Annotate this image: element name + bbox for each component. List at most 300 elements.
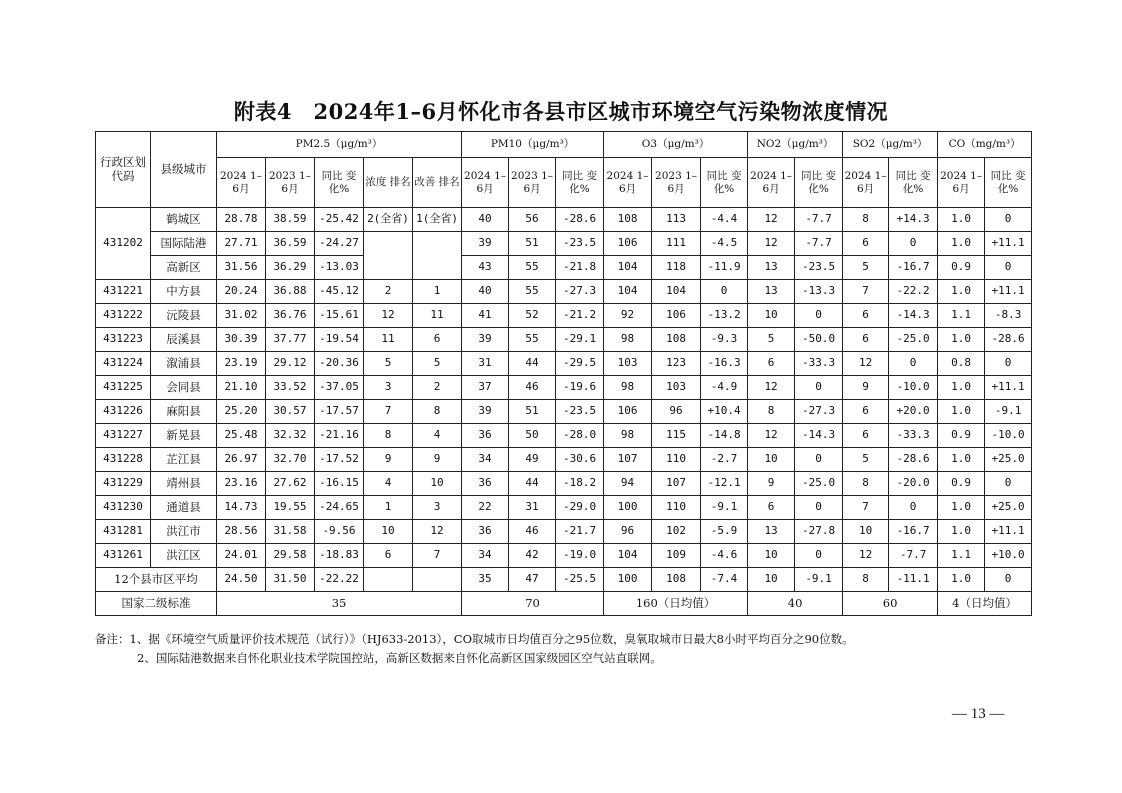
table-row — [96, 280, 1032, 304]
cell-o3-2024: 108 — [604, 208, 652, 232]
cell-o3-2024: 107 — [604, 448, 652, 472]
avg-no2-2024: 10 — [748, 568, 795, 592]
cell-pm10-yoy: -19.0 — [556, 544, 604, 568]
cell-no2-yoy: -27.8 — [795, 520, 843, 544]
cell-pm10-yoy: -29.0 — [556, 496, 604, 520]
cell-no2-2024: 10 — [748, 304, 795, 328]
cell-impr-rank: 1(全省) — [413, 208, 462, 232]
cell-no2-2024: 6 — [748, 496, 795, 520]
subheader-y2024: 2024 1–6月 — [843, 158, 889, 208]
cell-no2-yoy: -7.7 — [795, 208, 843, 232]
cell-o3-yoy: -4.5 — [701, 232, 748, 256]
table-row — [96, 256, 1032, 280]
avg-co-2024: 1.0 — [938, 568, 985, 592]
cell-no2-yoy: -14.3 — [795, 424, 843, 448]
cell-no2-yoy: 0 — [795, 496, 843, 520]
cell-pm25-2024: 25.48 — [217, 424, 266, 448]
cell-so2-yoy: -16.7 — [889, 256, 938, 280]
cell-pm25-yoy: -13.03 — [315, 256, 364, 280]
avg-pm10-yoy: -25.5 — [556, 568, 604, 592]
header-so2: SO2（μg/m³） — [843, 132, 938, 158]
cell-o3-yoy: -16.3 — [701, 352, 748, 376]
cell-o3-yoy: -2.7 — [701, 448, 748, 472]
cell-pm10-yoy: -21.2 — [556, 304, 604, 328]
cell-o3-2023: 110 — [652, 448, 701, 472]
cell-conc-rank: 2 — [364, 280, 413, 304]
row-county: 新晃县 — [151, 424, 217, 448]
cell-so2-2024: 5 — [843, 256, 889, 280]
cell-o3-2023: 96 — [652, 400, 701, 424]
cell-pm10-2024: 39 — [462, 328, 509, 352]
cell-o3-2024: 104 — [604, 256, 652, 280]
row-county: 沅陵县 — [151, 304, 217, 328]
cell-o3-2024: 98 — [604, 376, 652, 400]
cell-pm10-2024: 37 — [462, 376, 509, 400]
avg-conc-rank — [364, 568, 413, 592]
row-code: 431227 — [96, 424, 151, 448]
header-admin-code: 行政区划代码 — [96, 132, 151, 208]
cell-o3-yoy: +10.4 — [701, 400, 748, 424]
cell-pm10-yoy: -21.8 — [556, 256, 604, 280]
row-code: 431230 — [96, 496, 151, 520]
standard-pm10: 70 — [462, 592, 604, 616]
avg-so2-2024: 8 — [843, 568, 889, 592]
cell-no2-2024: 10 — [748, 448, 795, 472]
row-county: 溆浦县 — [151, 352, 217, 376]
cell-pm25-2023: 38.59 — [266, 208, 315, 232]
avg-impr-rank — [413, 568, 462, 592]
table-row — [96, 208, 1032, 232]
row-code: 431261 — [96, 544, 151, 568]
cell-no2-2024: 13 — [748, 280, 795, 304]
cell-o3-2023: 123 — [652, 352, 701, 376]
cell-so2-yoy: -14.3 — [889, 304, 938, 328]
cell-o3-2024: 103 — [604, 352, 652, 376]
avg-pm25-2023: 31.50 — [266, 568, 315, 592]
avg-so2-yoy: -11.1 — [889, 568, 938, 592]
cell-pm25-2023: 31.58 — [266, 520, 315, 544]
subheader-y2024: 2024 1–6月 — [748, 158, 795, 208]
standard-label: 国家二级标准 — [96, 592, 217, 616]
table-row — [96, 304, 1032, 328]
avg-o3-yoy: -7.4 — [701, 568, 748, 592]
cell-pm25-yoy: -16.15 — [315, 472, 364, 496]
note-1: 备注：1、据《环境空气质量评价技术规范（试行）》（HJ633-2013），CO取城市日均值百分之95位数，臭氧取城市日最大8小时平均百分之90位数。 — [95, 632, 854, 646]
cell-pm10-2023: 55 — [509, 328, 556, 352]
cell-o3-2023: 103 — [652, 376, 701, 400]
table-row — [96, 544, 1032, 568]
cell-o3-yoy: 0 — [701, 280, 748, 304]
cell-pm25-yoy: -24.27 — [315, 232, 364, 256]
cell-no2-2024: 8 — [748, 400, 795, 424]
cell-pm10-2023: 49 — [509, 448, 556, 472]
cell-o3-2024: 96 — [604, 520, 652, 544]
standard-so2: 60 — [843, 592, 938, 616]
table-row — [96, 400, 1032, 424]
cell-no2-yoy: 0 — [795, 448, 843, 472]
cell-so2-2024: 9 — [843, 376, 889, 400]
cell-no2-yoy: -13.3 — [795, 280, 843, 304]
cell-co-yoy: +10.0 — [985, 544, 1032, 568]
cell-no2-2024: 12 — [748, 232, 795, 256]
cell-so2-2024: 10 — [843, 520, 889, 544]
cell-pm10-2023: 55 — [509, 256, 556, 280]
cell-o3-2023: 115 — [652, 424, 701, 448]
cell-conc-rank: 5 — [364, 352, 413, 376]
note-2: 2、国际陆港数据来自怀化职业技术学院国控站，高新区数据来自怀化高新区国家级园区空气站直联网。 — [137, 651, 662, 665]
cell-co-2024: 1.1 — [938, 304, 985, 328]
row-county: 通道县 — [151, 496, 217, 520]
cell-so2-2024: 6 — [843, 424, 889, 448]
cell-co-2024: 1.0 — [938, 520, 985, 544]
cell-pm10-2024: 34 — [462, 544, 509, 568]
cell-co-2024: 0.8 — [938, 352, 985, 376]
cell-pm25-2023: 36.29 — [266, 256, 315, 280]
cell-pm25-2024: 31.02 — [217, 304, 266, 328]
cell-pm25-2024: 23.16 — [217, 472, 266, 496]
cell-pm10-yoy: -29.5 — [556, 352, 604, 376]
cell-pm10-2024: 22 — [462, 496, 509, 520]
cell-pm25-yoy: -19.54 — [315, 328, 364, 352]
subheader-y2024: 2024 1–6月 — [217, 158, 266, 208]
avg-pm10-2023: 47 — [509, 568, 556, 592]
subheader-y2024: 2024 1–6月 — [604, 158, 652, 208]
row-code: 431229 — [96, 472, 151, 496]
cell-o3-yoy: -13.2 — [701, 304, 748, 328]
cell-conc-rank: 12 — [364, 304, 413, 328]
row-code: 431226 — [96, 400, 151, 424]
cell-co-yoy: +11.1 — [985, 520, 1032, 544]
cell-pm25-2024: 20.24 — [217, 280, 266, 304]
avg-pm25-2024: 24.50 — [217, 568, 266, 592]
cell-so2-2024: 6 — [843, 304, 889, 328]
cell-o3-yoy: -12.1 — [701, 472, 748, 496]
cell-o3-2024: 104 — [604, 280, 652, 304]
cell-no2-yoy: -50.0 — [795, 328, 843, 352]
cell-pm25-2024: 28.56 — [217, 520, 266, 544]
subheader-yoy: 同比 变化% — [701, 158, 748, 208]
table-row — [96, 232, 1032, 256]
cell-no2-yoy: -7.7 — [795, 232, 843, 256]
header-county: 县级城市 — [151, 132, 217, 208]
cell-so2-2024: 7 — [843, 280, 889, 304]
avg-o3-2024: 100 — [604, 568, 652, 592]
subheader-y2023: 2023 1–6月 — [652, 158, 701, 208]
cell-o3-2023: 113 — [652, 208, 701, 232]
cell-pm25-yoy: -17.57 — [315, 400, 364, 424]
subheader-impr_rank: 改善 排名 — [413, 158, 462, 208]
cell-no2-yoy: -23.5 — [795, 256, 843, 280]
cell-pm25-2023: 36.88 — [266, 280, 315, 304]
cell-o3-2024: 98 — [604, 328, 652, 352]
cell-so2-2024: 7 — [843, 496, 889, 520]
cell-o3-2023: 104 — [652, 280, 701, 304]
cell-pm10-yoy: -21.7 — [556, 520, 604, 544]
cell-pm10-2023: 52 — [509, 304, 556, 328]
cell-o3-yoy: -14.8 — [701, 424, 748, 448]
cell-pm10-yoy: -23.5 — [556, 400, 604, 424]
cell-conc-rank: 9 — [364, 448, 413, 472]
cell-pm25-2024: 24.01 — [217, 544, 266, 568]
cell-no2-yoy: 0 — [795, 304, 843, 328]
cell-no2-yoy: -27.3 — [795, 400, 843, 424]
cell-pm25-yoy: -9.56 — [315, 520, 364, 544]
cell-o3-2023: 108 — [652, 328, 701, 352]
cell-conc-rank: 8 — [364, 424, 413, 448]
row-county: 洪江市 — [151, 520, 217, 544]
cell-pm25-2024: 21.10 — [217, 376, 266, 400]
cell-so2-yoy: -33.3 — [889, 424, 938, 448]
subheader-y2023: 2023 1–6月 — [509, 158, 556, 208]
cell-pm10-yoy: -27.3 — [556, 280, 604, 304]
cell-co-2024: 0.9 — [938, 424, 985, 448]
cell-pm25-2024: 27.71 — [217, 232, 266, 256]
cell-impr-rank: 5 — [413, 352, 462, 376]
cell-no2-2024: 12 — [748, 376, 795, 400]
header-pm25: PM2.5（μg/m³） — [217, 132, 462, 158]
cell-pm25-2023: 33.52 — [266, 376, 315, 400]
cell-pm10-2024: 40 — [462, 280, 509, 304]
cell-impr-rank: 9 — [413, 448, 462, 472]
cell-pm10-2023: 50 — [509, 424, 556, 448]
cell-pm10-2023: 46 — [509, 376, 556, 400]
subheader-y2024: 2024 1–6月 — [462, 158, 509, 208]
table-row — [96, 328, 1032, 352]
cell-pm25-yoy: -25.42 — [315, 208, 364, 232]
cell-pm25-2023: 32.70 — [266, 448, 315, 472]
cell-o3-2024: 94 — [604, 472, 652, 496]
cell-co-yoy: +11.1 — [985, 232, 1032, 256]
cell-no2-2024: 12 — [748, 208, 795, 232]
cell-o3-2023: 118 — [652, 256, 701, 280]
cell-no2-2024: 6 — [748, 352, 795, 376]
cell-conc-rank: 1 — [364, 496, 413, 520]
cell-pm10-yoy: -28.6 — [556, 208, 604, 232]
cell-pm10-2024: 43 — [462, 256, 509, 280]
air-quality-table — [95, 131, 1032, 616]
cell-o3-2024: 92 — [604, 304, 652, 328]
cell-o3-2024: 106 — [604, 400, 652, 424]
row-code: 431202 — [96, 208, 151, 280]
cell-impr-rank: 7 — [413, 544, 462, 568]
avg-pm25-yoy: -22.22 — [315, 568, 364, 592]
cell-pm10-2024: 39 — [462, 400, 509, 424]
cell-pm10-2024: 40 — [462, 208, 509, 232]
cell-co-yoy: +25.0 — [985, 448, 1032, 472]
cell-no2-yoy: -25.0 — [795, 472, 843, 496]
cell-pm25-2023: 32.32 — [266, 424, 315, 448]
cell-pm25-2024: 31.56 — [217, 256, 266, 280]
cell-co-2024: 1.0 — [938, 328, 985, 352]
page-number: — 13 — — [952, 706, 1005, 722]
cell-impr-rank: 8 — [413, 400, 462, 424]
cell-co-yoy: 0 — [985, 352, 1032, 376]
cell-o3-yoy: -11.9 — [701, 256, 748, 280]
cell-so2-yoy: -10.0 — [889, 376, 938, 400]
page-title: 附表4 2024年1–6月怀化市各县市区城市环境空气污染物浓度情况 — [233, 99, 889, 124]
header-o3: O3（μg/m³） — [604, 132, 748, 158]
table-row — [96, 424, 1032, 448]
cell-pm10-2024: 36 — [462, 520, 509, 544]
cell-so2-yoy: 0 — [889, 352, 938, 376]
cell-o3-2023: 102 — [652, 520, 701, 544]
header-no2: NO2（μg/m³） — [748, 132, 843, 158]
row-code: 431281 — [96, 520, 151, 544]
cell-pm25-2024: 14.73 — [217, 496, 266, 520]
table-row — [96, 496, 1032, 520]
cell-pm25-2024: 30.39 — [217, 328, 266, 352]
cell-co-2024: 1.0 — [938, 208, 985, 232]
cell-o3-2024: 100 — [604, 496, 652, 520]
standard-row — [96, 592, 1032, 616]
table-row — [96, 352, 1032, 376]
cell-conc-rank: 6 — [364, 544, 413, 568]
cell-so2-2024: 12 — [843, 544, 889, 568]
cell-impr-rank: 10 — [413, 472, 462, 496]
cell-pm25-2023: 30.57 — [266, 400, 315, 424]
table-row — [96, 520, 1032, 544]
cell-o3-2023: 109 — [652, 544, 701, 568]
row-county: 鹤城区 — [151, 208, 217, 232]
cell-pm25-2024: 23.19 — [217, 352, 266, 376]
cell-no2-2024: 12 — [748, 424, 795, 448]
cell-pm25-yoy: -37.05 — [315, 376, 364, 400]
cell-pm10-2024: 39 — [462, 232, 509, 256]
subheader-yoy: 同比 变化% — [889, 158, 938, 208]
cell-pm25-yoy: -24.65 — [315, 496, 364, 520]
cell-co-2024: 1.0 — [938, 376, 985, 400]
cell-co-2024: 1.0 — [938, 400, 985, 424]
cell-impr-rank: 3 — [413, 496, 462, 520]
cell-pm25-yoy: -18.83 — [315, 544, 364, 568]
cell-pm10-2024: 41 — [462, 304, 509, 328]
cell-pm25-2023: 27.62 — [266, 472, 315, 496]
cell-co-2024: 1.1 — [938, 544, 985, 568]
subheader-y2024: 2024 1–6月 — [938, 158, 985, 208]
cell-pm10-2024: 36 — [462, 424, 509, 448]
row-code: 431225 — [96, 376, 151, 400]
cell-pm10-yoy: -28.0 — [556, 424, 604, 448]
average-label: 12个县市区平均 — [96, 568, 217, 592]
cell-no2-yoy: 0 — [795, 376, 843, 400]
cell-co-yoy: 0 — [985, 256, 1032, 280]
cell-pm25-2024: 26.97 — [217, 448, 266, 472]
subheader-yoy: 同比 变化% — [795, 158, 843, 208]
row-impr-rank — [413, 232, 462, 280]
cell-o3-yoy: -4.4 — [701, 208, 748, 232]
cell-pm10-2023: 42 — [509, 544, 556, 568]
row-code: 431221 — [96, 280, 151, 304]
cell-pm25-2023: 29.58 — [266, 544, 315, 568]
row-code: 431222 — [96, 304, 151, 328]
cell-so2-yoy: +20.0 — [889, 400, 938, 424]
avg-no2-yoy: -9.1 — [795, 568, 843, 592]
cell-o3-yoy: -9.1 — [701, 496, 748, 520]
table-row — [96, 448, 1032, 472]
cell-co-2024: 0.9 — [938, 472, 985, 496]
row-county: 靖州县 — [151, 472, 217, 496]
subheader-yoy: 同比 变化% — [985, 158, 1032, 208]
cell-co-2024: 1.0 — [938, 280, 985, 304]
cell-co-yoy: -9.1 — [985, 400, 1032, 424]
cell-so2-yoy: -25.0 — [889, 328, 938, 352]
row-code: 431228 — [96, 448, 151, 472]
cell-pm10-2023: 51 — [509, 232, 556, 256]
cell-o3-yoy: -9.3 — [701, 328, 748, 352]
cell-conc-rank: 10 — [364, 520, 413, 544]
cell-so2-yoy: 0 — [889, 496, 938, 520]
cell-o3-2024: 98 — [604, 424, 652, 448]
cell-so2-yoy: -16.7 — [889, 520, 938, 544]
cell-pm25-yoy: -21.16 — [315, 424, 364, 448]
cell-no2-2024: 13 — [748, 256, 795, 280]
cell-o3-2023: 110 — [652, 496, 701, 520]
cell-o3-2024: 106 — [604, 232, 652, 256]
table-row — [96, 376, 1032, 400]
cell-pm10-2023: 46 — [509, 520, 556, 544]
header-co: CO（mg/m³） — [938, 132, 1032, 158]
cell-so2-2024: 5 — [843, 448, 889, 472]
subheader-yoy: 同比 变化% — [315, 158, 364, 208]
subheader-yoy: 同比 变化% — [556, 158, 604, 208]
row-county: 洪江区 — [151, 544, 217, 568]
cell-co-yoy: 0 — [985, 208, 1032, 232]
cell-o3-2024: 104 — [604, 544, 652, 568]
standard-pm25: 35 — [217, 592, 462, 616]
cell-so2-2024: 6 — [843, 328, 889, 352]
cell-pm10-2023: 31 — [509, 496, 556, 520]
cell-pm25-2023: 37.77 — [266, 328, 315, 352]
cell-impr-rank: 6 — [413, 328, 462, 352]
cell-o3-yoy: -4.9 — [701, 376, 748, 400]
cell-impr-rank: 4 — [413, 424, 462, 448]
cell-pm25-yoy: -20.36 — [315, 352, 364, 376]
cell-co-2024: 1.0 — [938, 448, 985, 472]
cell-o3-2023: 106 — [652, 304, 701, 328]
cell-pm10-yoy: -23.5 — [556, 232, 604, 256]
cell-co-yoy: +25.0 — [985, 496, 1032, 520]
cell-co-2024: 0.9 — [938, 256, 985, 280]
average-row — [96, 568, 1032, 592]
notes — [95, 630, 1055, 668]
cell-co-2024: 1.0 — [938, 496, 985, 520]
cell-so2-yoy: 0 — [889, 232, 938, 256]
row-county: 辰溪县 — [151, 328, 217, 352]
cell-so2-yoy: -28.6 — [889, 448, 938, 472]
cell-pm25-2024: 28.78 — [217, 208, 266, 232]
avg-pm10-2024: 35 — [462, 568, 509, 592]
cell-pm10-2023: 44 — [509, 352, 556, 376]
cell-pm10-2023: 44 — [509, 472, 556, 496]
cell-conc-rank: 7 — [364, 400, 413, 424]
row-county: 国际陆港 — [151, 232, 217, 256]
cell-pm25-2023: 36.76 — [266, 304, 315, 328]
cell-pm10-yoy: -19.6 — [556, 376, 604, 400]
cell-conc-rank: 11 — [364, 328, 413, 352]
cell-pm10-2024: 34 — [462, 448, 509, 472]
cell-pm10-yoy: -18.2 — [556, 472, 604, 496]
cell-no2-yoy: 0 — [795, 544, 843, 568]
cell-so2-yoy: -20.0 — [889, 472, 938, 496]
cell-impr-rank: 12 — [413, 520, 462, 544]
cell-so2-yoy: -22.2 — [889, 280, 938, 304]
cell-pm10-2023: 56 — [509, 208, 556, 232]
cell-impr-rank: 11 — [413, 304, 462, 328]
table-row — [96, 472, 1032, 496]
cell-pm25-yoy: -17.52 — [315, 448, 364, 472]
cell-so2-yoy: +14.3 — [889, 208, 938, 232]
row-county: 芷江县 — [151, 448, 217, 472]
